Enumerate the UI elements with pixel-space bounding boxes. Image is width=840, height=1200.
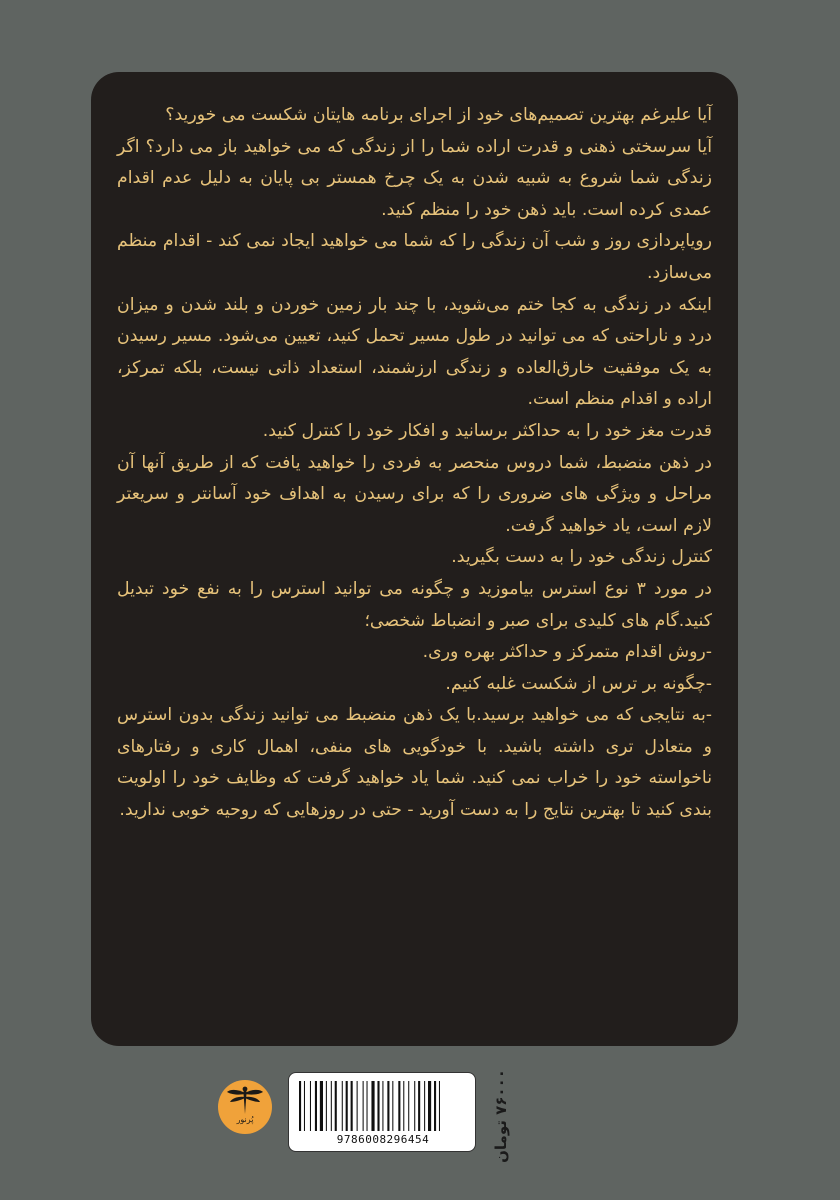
- barcode-bar: [342, 1081, 343, 1131]
- barcode-bar: [357, 1081, 358, 1131]
- barcode-bar: [346, 1081, 348, 1131]
- barcode-bar: [367, 1081, 368, 1131]
- barcode: [288, 1072, 476, 1152]
- barcode-bar: [414, 1081, 415, 1131]
- barcode-bars: [299, 1081, 467, 1131]
- paragraph-9: -روش اقدام متمرکز و حداکثر بهره وری.: [422, 642, 712, 663]
- barcode-bar: [403, 1081, 404, 1131]
- barcode-bar: [304, 1081, 305, 1131]
- barcode-bar: [398, 1081, 400, 1131]
- paragraph-4: اینکه در زندگی به کجا ختم می‌شوید، با چند بار زمین خوردن و بلند شدن و میزان درد و ناراحتی که می توانید در طول مسیر تحمل کنید، تعیین می‌شود. مسیر رسیدن به یک موفقیت خارق‌العاده و زندگی ارزشمند، استعداد ذاتی نیست، بلکه تمرکز، اراده و اقدام منظم است.: [117, 294, 712, 410]
- price-label: [478, 1070, 524, 1162]
- barcode-bar: [418, 1081, 420, 1131]
- barcode-bar: [428, 1081, 431, 1131]
- barcode-bar: [392, 1081, 393, 1131]
- isbn-number: 9786008296454: [336, 1133, 430, 1146]
- barcode-bar: [299, 1081, 301, 1131]
- text-panel: [91, 72, 738, 1046]
- paragraph-6: در ذهن منضبط، شما دروس منحصر به فردی را خواهید یافت که از طریق آنها آن مراحل و ویژگی های ضروری را که برای رسیدن به اهداف خود آسانتر و سریعتر لازم است، یاد خواهید گرفت.: [117, 452, 712, 536]
- paragraph-7: کنترل زندگی خود را به دست بگیرید.: [451, 547, 712, 568]
- barcode-bar: [315, 1081, 317, 1131]
- dragonfly-icon: [218, 1080, 272, 1134]
- barcode-bar: [382, 1081, 383, 1131]
- price-text: ۷۶۰۰۰ تومان: [492, 1069, 510, 1163]
- barcode-bar: [377, 1081, 379, 1131]
- barcode-bar: [351, 1081, 353, 1131]
- barcode-bar: [320, 1081, 323, 1131]
- barcode-bar: [310, 1081, 311, 1131]
- barcode-bar: [331, 1081, 332, 1131]
- paragraph-11: -به نتایجی که می خواهید برسید.با یک ذهن منضبط می توانید زندگی بدون استرس و متعادل تری داشته باشید. با خودگویی های منفی، اهمال کاری و رفتارهای ناخواسته خود را خراب نمی کنید. شما یاد خواهید گرفت که وظایف خود را اولویت بندی کنید تا بهترین نتایج را به دست آورید - حتی در روزهایی که روحیه خوبی ندارید.: [117, 705, 712, 821]
- barcode-bar: [363, 1081, 364, 1131]
- barcode-bar: [434, 1081, 436, 1131]
- paragraph-2: آیا سرسختی ذهنی و قدرت اراده شما را از زندگی که می خواهید باز می دارد؟ اگر زندگی شما شروع به شبیه شدن به یک چرخ همستر بی پایان به دلیل عدم اقدام عمدی کرده است. باید ذهن خود را منظم کنید.: [117, 136, 712, 220]
- paragraph-10: -چگونه بر ترس از شکست غلبه کنیم.: [445, 673, 712, 694]
- barcode-bar: [387, 1081, 389, 1131]
- barcode-bar: [326, 1081, 327, 1131]
- publisher-name: پُرنور: [236, 1115, 254, 1124]
- paragraph-3: رویاپردازی روز و شب آن زندگی را که شما می خواهید ایجاد نمی کند - اقدام منظم می‌سازد.: [117, 231, 712, 283]
- publisher-logo: [218, 1080, 272, 1134]
- paragraph-8: در مورد ۳ نوع استرس بیاموزید و چگونه می توانید استرس را به نفع خود تبدیل کنید.گام های کلیدی برای صبر و انضباط شخصی؛: [117, 578, 712, 631]
- barcode-bar: [439, 1081, 440, 1131]
- paragraph-5: قدرت مغز خود را به حداکثر برسانید و افکار خود را کنترل کنید.: [262, 420, 712, 441]
- paragraph-1: آیا علیرغم بهترین تصمیم‌های خود از اجرای برنامه هایتان شکست می خورید؟: [165, 105, 712, 125]
- barcode-bar: [335, 1081, 337, 1131]
- barcode-bar: [371, 1081, 374, 1131]
- barcode-bar: [424, 1081, 425, 1131]
- back-cover-text: [117, 100, 712, 827]
- barcode-bar: [408, 1081, 409, 1131]
